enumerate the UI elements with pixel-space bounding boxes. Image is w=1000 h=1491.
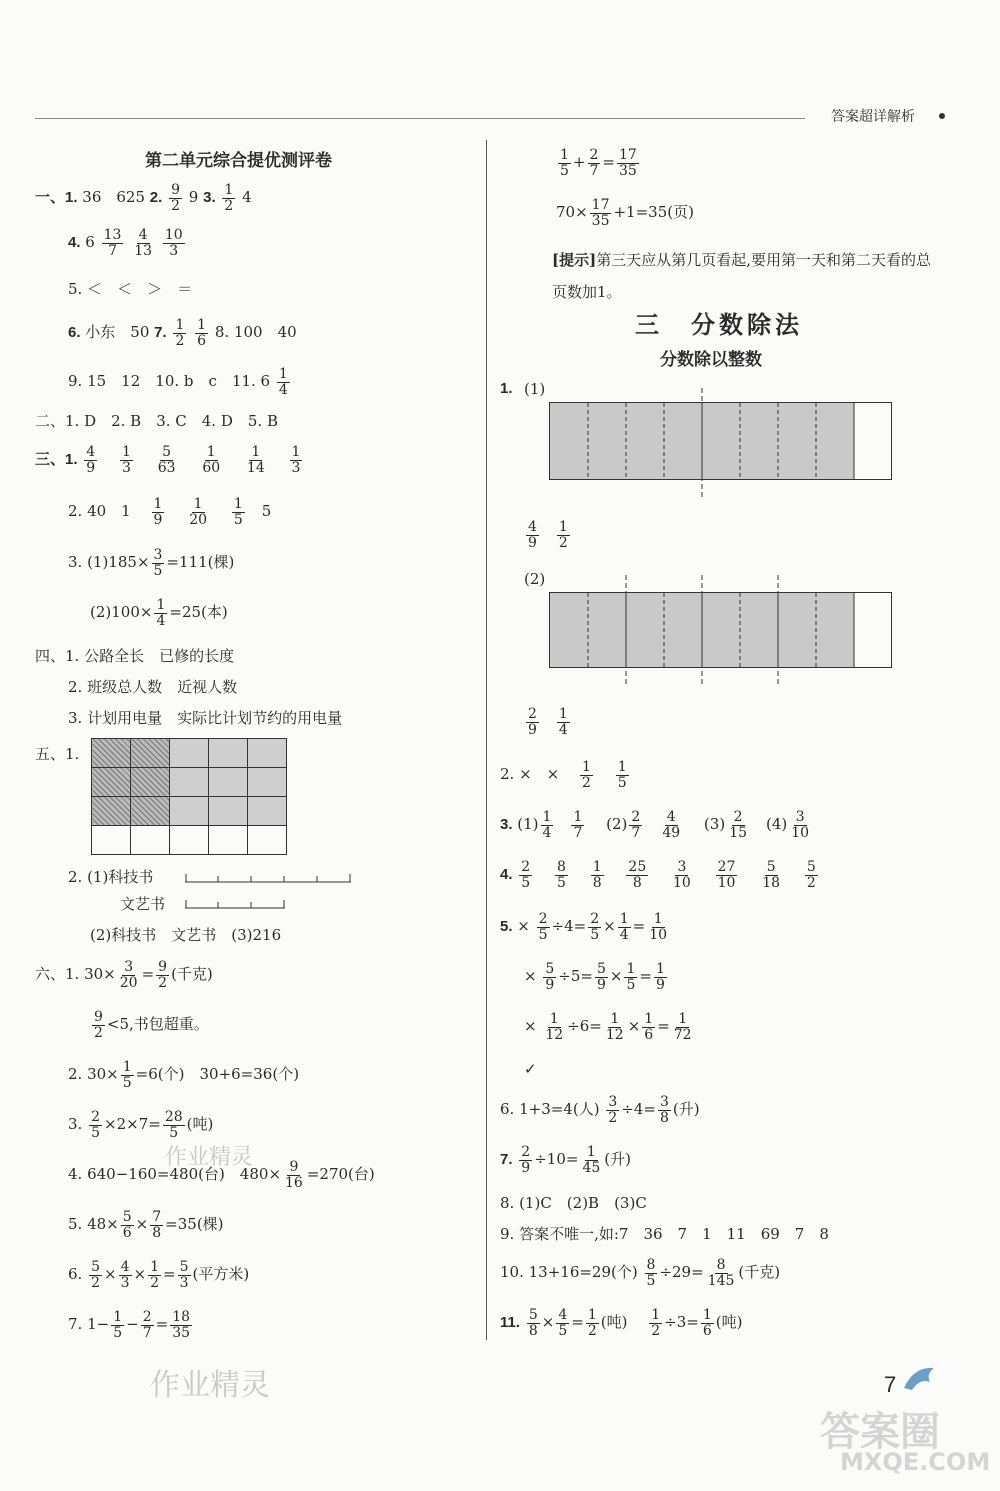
answer-line: 4. $\frac{2}{5}$ $\frac{8}{5}$ $\frac{1}{8}$ $\frac{25}{8}$ $\frac{3}{10}$ $\frac{27}{10}$ $\frac{5}{18}$ $\frac{5}{2}$ (500, 859, 816, 891)
watermark: MXQE.COM (840, 1448, 991, 1476)
answer-line: 9. 15 12 10. b c 11. 6 $\frac{1}{4}$ (68, 366, 288, 398)
sub-label: (2) (524, 570, 546, 588)
check-icon: ✓ (524, 1060, 537, 1078)
answer-line: 5. ＜ ＜ ＞ ＝ (68, 280, 193, 298)
answer-line: 三、1. $\frac{4}{9}$ $\frac{1}{3}$ $\frac{5}{63}$ $\frac{1}{60}$ $\frac{1}{14}$ $\frac{1}{3}$ (35, 444, 301, 476)
answer-line: 9. 答案不唯一,如:7 36 7 1 11 69 7 8 (500, 1225, 829, 1243)
answer-line: × $\frac{1}{12}$ ÷6= $\frac{1}{12}$ × $\frac{1}{6}$ = $\frac{1}{72}$ (524, 1011, 692, 1043)
watermark: 作业精灵 (150, 1368, 270, 1403)
answer-line: 4. 640−160=480(台) 480× $\frac{9}{16}$ =270(台) (68, 1159, 375, 1191)
answer-line: $\frac{4}{9}$ $\frac{1}{2}$ (528, 519, 568, 551)
dolphin-icon (900, 1360, 940, 1400)
answer-line: (2)100× $\frac{1}{4}$ =25(本) (90, 597, 228, 629)
question-number: 1. (500, 380, 513, 397)
hint-paragraph (552, 244, 940, 308)
answer-line: 3. (1) $\frac{1}{4}$ $\frac{1}{7}$ (2) $\frac{2}{7}$ $\frac{4}{49}$ (3) $\frac{2}{15}$ (4) $\frac{3}{10}$ (500, 809, 810, 841)
answer-line: 6. $\frac{5}{2}$ × $\frac{4}{3}$ × $\frac{1}{2}$ = $\frac{5}{3}$ (平方米) (68, 1259, 250, 1291)
answer-line: 2. 30× $\frac{1}{5}$ =6(个) 30+6=36(个) (68, 1059, 300, 1091)
answer-line: 10. 13+16=29(个) $\frac{8}{5}$ ÷29= $\frac{8}{145}$ (千克) (500, 1257, 781, 1289)
answer-line: × $\frac{5}{9}$ ÷5= $\frac{5}{9}$ × $\frac{1}{5}$ = $\frac{1}{9}$ (524, 961, 665, 993)
answer-line: 2. 40 1 $\frac{1}{9}$ $\frac{1}{20}$ $\frac{1}{5}$ 5 (68, 496, 272, 528)
section-title: 第二单元综合提优测评卷 (145, 151, 332, 171)
watermark: 作业精灵 (165, 1145, 254, 1170)
subsection-title: 分数除以整数 (660, 350, 762, 370)
answer-line: $\frac{9}{2}$ <5,书包超重。 (94, 1009, 209, 1041)
divider-mark (700, 388, 704, 498)
fraction-grid (91, 738, 287, 855)
segment-diagram (185, 870, 355, 886)
sub-label: (1) (524, 380, 546, 398)
column-divider (486, 140, 487, 1340)
answer-line: 7. 1− $\frac{1}{5}$ − $\frac{2}{7}$ = $\frac{18}{35}$ (68, 1309, 191, 1341)
answer-line: 2. × × $\frac{1}{2}$ $\frac{1}{5}$ (500, 759, 627, 791)
answer-line: $\frac{2}{9}$ $\frac{1}{4}$ (528, 706, 568, 738)
answer-line: 7. $\frac{2}{9}$ ÷10= $\frac{1}{45}$ (升) (500, 1144, 631, 1176)
answer-line: 11. $\frac{5}{8}$ × $\frac{4}{5}$ = $\frac{1}{2}$ (吨) $\frac{1}{2}$ ÷3= $\frac{1}{6}$ (吨) (500, 1307, 743, 1339)
answer-line: 8. (1)C (2)B (3)C (500, 1194, 647, 1212)
answer-line: 四、1. 公路全长 已修的长度 (35, 647, 235, 665)
answer-line: 文艺书 (120, 895, 166, 913)
divider-mark (624, 575, 784, 685)
segment-diagram (185, 896, 295, 912)
watermark: 答案圈 (820, 1409, 940, 1455)
answer-line: 3. $\frac{2}{5}$ ×2×7= $\frac{28}{5}$ (吨) (68, 1109, 214, 1141)
answer-line: 6. 小东 50 7. $\frac{1}{2}$ $\frac{1}{6}$ 8. 100 40 (68, 317, 297, 349)
header-title: 答案超详解析 (831, 109, 915, 125)
page-number: 7 (884, 1372, 897, 1397)
answer-line: (2)科技书 文艺书 (3)216 (90, 926, 282, 944)
answer-line: 3. (1)185× $\frac{3}{5}$ =111(棵) (68, 547, 235, 579)
answer-line: $\frac{1}{5}$ + $\frac{2}{7}$ = $\frac{17}{35}$ (560, 147, 637, 179)
bullet-icon (939, 113, 945, 119)
answer-line: 5. × $\frac{2}{5}$ ÷4= $\frac{2}{5}$ × $\frac{1}{4}$ = $\frac{1}{10}$ (500, 911, 668, 943)
answer-line: 70× $\frac{17}{35}$ +1=35(页) (556, 197, 694, 229)
answer-line: 3. 计划用电量 实际比计划节约的用电量 (68, 709, 343, 727)
header-rule (35, 118, 805, 119)
answer-line: 一、1. 36 625 2. $\frac{9}{2}$ 9 3. $\frac{1}{2}$ 4 (35, 182, 252, 214)
answer-line: 二、1. D 2. B 3. C 4. D 5. B (35, 412, 278, 430)
answer-line: 2. 班级总人数 近视人数 (68, 678, 238, 696)
answer-line: 4. 6 $\frac{13}{7}$ $\frac{4}{13}$ $\frac{10}{3}$ (68, 227, 183, 259)
fraction-bar (549, 402, 892, 480)
answer-line: 6. 1+3=4(人) $\frac{3}{2}$ ÷4= $\frac{3}{8}$ (升) (500, 1094, 700, 1126)
hint-label: [提示] (552, 251, 597, 269)
chapter-title: 三 分数除法 (635, 311, 803, 339)
answer-line: 六、1. 30× $\frac{3}{20}$ = $\frac{9}{2}$ (千克) (35, 959, 213, 991)
hint-text: 第三天应从第几页看起,要用第一天和第二天看的总页数加1。 (552, 251, 931, 301)
answer-label: 五、1. (35, 745, 80, 763)
answer-line: 2. (1)科技书 (68, 868, 154, 886)
answer-line: 5. 48× $\frac{5}{6}$ × $\frac{7}{8}$ =35(棵) (68, 1209, 224, 1241)
